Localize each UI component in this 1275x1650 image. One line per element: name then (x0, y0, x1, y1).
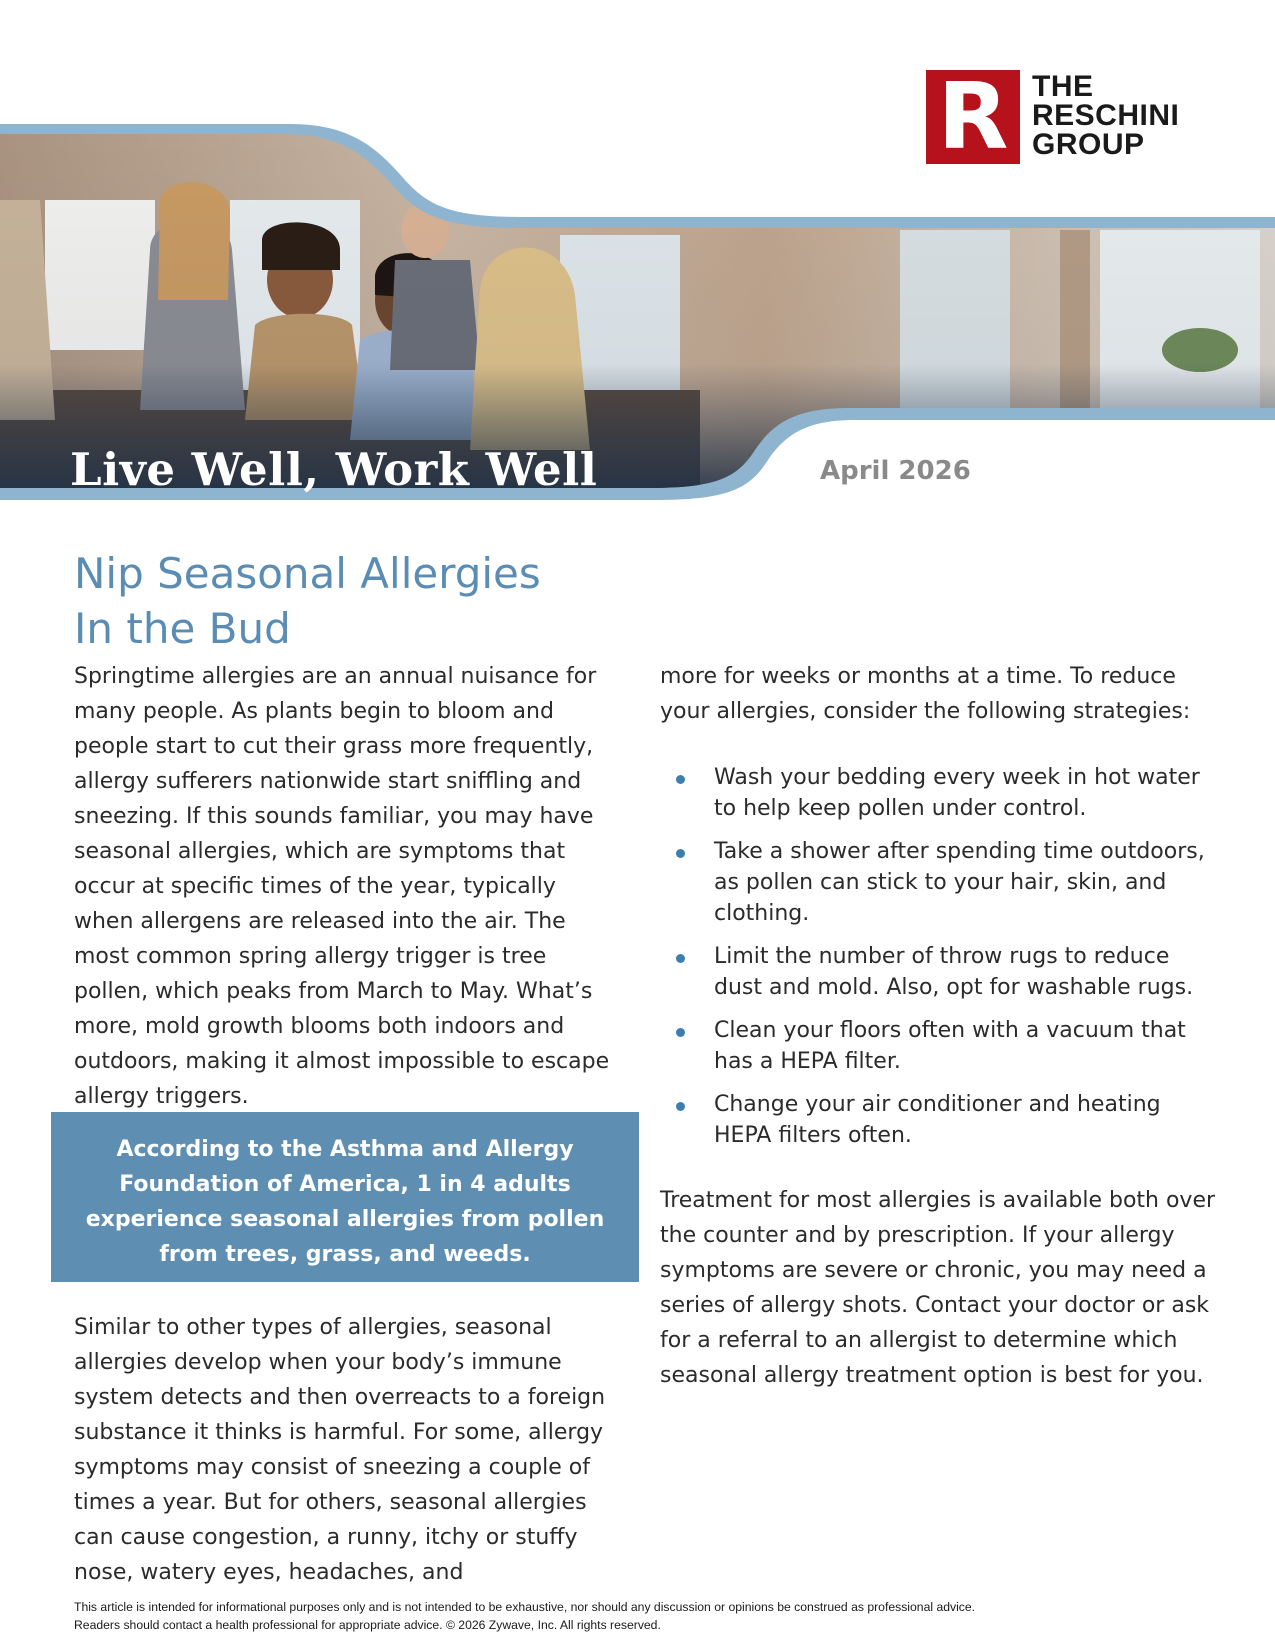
banner-title: Live Well, Work Well (70, 443, 598, 496)
bullet-icon (676, 1102, 685, 1111)
logo-line: GROUP (1032, 128, 1145, 161)
list-item (660, 762, 1220, 824)
intro-paragraph: Springtime allergies are an annual nuisance for many people. As plants begin to bloom and people start to cut their grass more frequently, allergy sufferers nationwide start sniffling and sneezing. If this sounds familiar, you may have seasonal allergies, which are symptoms that occur at specific times of the year, typically when allergens are released into the air. The most common spring allergy trigger is tree pollen, which peaks from March to May. What’s more, mold growth blooms both indoors and outdoors, making it almost impossible to escape allergy triggers. (74, 664, 610, 1109)
body-paragraph: Similar to other types of allergies, seasonal allergies develop when your body’s immune system detects and then overreacts to a foreign substance it thinks is harmful. For some, allergy symptoms may consist of sneezing a couple of times a year. But for others, seasonal allergies can cause congestion, a runny, itchy or stuffy nose, watery eyes, headaches, and (74, 1315, 606, 1585)
list-item-text: Limit the number of throw rugs to reduce dust and mold. Also, opt for washable rugs. (714, 944, 1194, 1000)
bullet-icon (676, 954, 685, 963)
treatment-paragraph: Treatment for most allergies is available both over the counter and by prescription. If your allergy symptoms are severe or chronic, you may need a series of allergy shots. Contact your doctor or ask for a referral to an allergist to determine which seasonal allergy treatment option is best for you. (660, 1188, 1216, 1388)
statistic-callout: According to the Asthma and Allergy Foundation of America, 1 in 4 adults experience seasonal allergies from pollen from trees, grass, and weeds. (51, 1112, 639, 1282)
body-paragraph-continued: more for weeks or months at a time. To reduce your allergies, consider the following strategies: (660, 664, 1191, 724)
headline-line: In the Bud (74, 604, 291, 653)
bullet-icon (676, 775, 685, 784)
logo-line: RESCHINI (1032, 99, 1180, 132)
headline-line: Nip Seasonal Allergies (74, 549, 541, 598)
list-item-text: Clean your floors often with a vacuum that has a HEPA filter. (714, 1018, 1186, 1074)
list-item (660, 836, 1220, 929)
disclaimer-line: This article is intended for informational purposes only and is not intended to be exhaustive, nor should any discussion or opinions be construed as professional advice. (74, 1600, 976, 1614)
disclaimer-footer (74, 1598, 1204, 1634)
strategy-list (660, 762, 1220, 1163)
article-headline (74, 546, 634, 656)
bullet-icon (676, 849, 685, 858)
list-item (660, 941, 1220, 1003)
list-item-text: Wash your bedding every week in hot water to help keep pollen under control. (714, 765, 1200, 821)
disclaimer-line: Readers should contact a health professional for appropriate advice. © 2026 Zywave, Inc. All rights reserved. (74, 1618, 661, 1632)
list-item (660, 1089, 1220, 1151)
list-item (660, 1015, 1220, 1077)
list-item-text: Change your air conditioner and heating HEPA filters often. (714, 1092, 1161, 1148)
list-item-text: Take a shower after spending time outdoors, as pollen can stick to your hair, skin, and clothing. (714, 839, 1205, 926)
issue-date: April 2026 (820, 456, 971, 486)
bullet-icon (676, 1028, 685, 1037)
logo-line: THE (1032, 70, 1094, 103)
logo-letter: R (937, 63, 1009, 170)
